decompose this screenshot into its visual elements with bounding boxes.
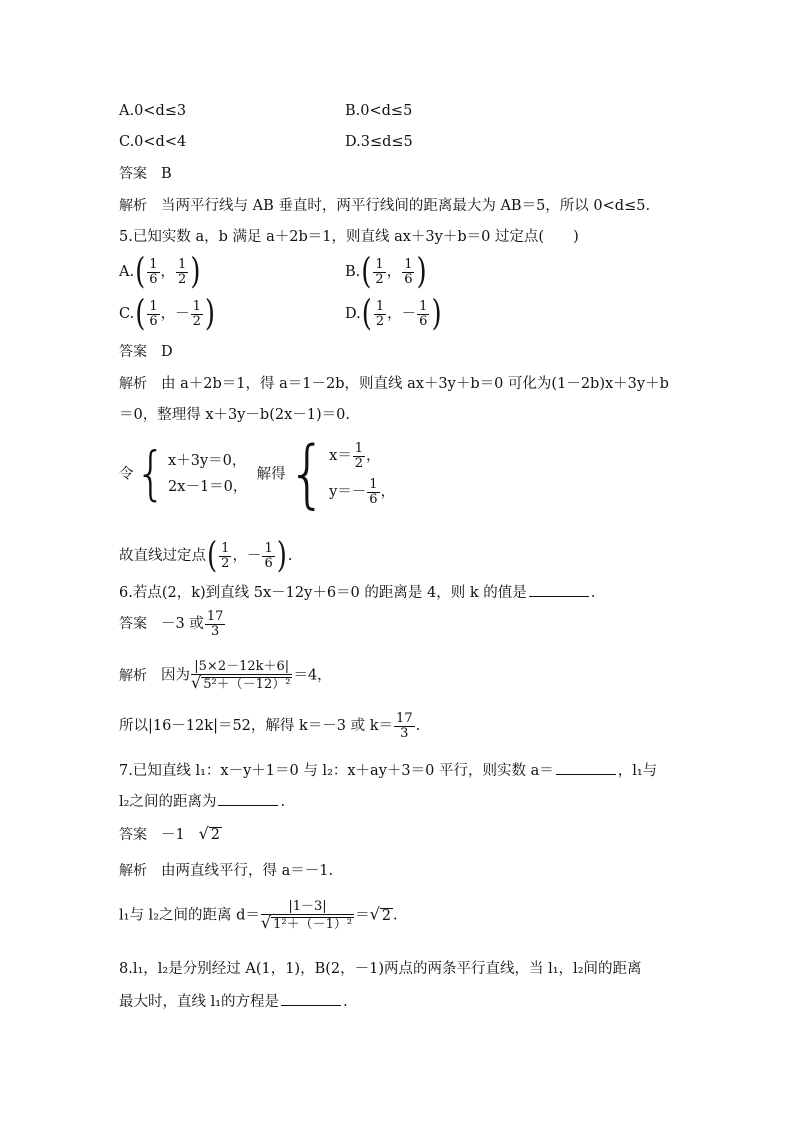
solution-2: y＝－ xyxy=(329,484,367,501)
paren-right-icon: ) xyxy=(204,293,216,335)
fraction: $\frac{1}{2}$ xyxy=(354,441,364,471)
solve-text: 解得 xyxy=(256,466,286,483)
equation-1: x＋3y＝0， xyxy=(168,453,247,470)
q7-stem-line1 xyxy=(119,762,657,779)
answer-label: 答案 xyxy=(119,616,147,633)
analysis-label: 解析 xyxy=(119,198,147,214)
answer-value: －3 或 xyxy=(161,616,204,633)
result-equals: ＝ xyxy=(355,907,370,924)
q4-analysis xyxy=(119,199,650,214)
fraction: $\frac{1}{2}$ xyxy=(192,299,201,329)
answer-value: －1 xyxy=(161,827,185,843)
fraction-denominator: 5²＋（－12）² xyxy=(203,676,291,692)
q5-system xyxy=(119,429,396,518)
answer-value: B xyxy=(161,166,172,182)
equals-text: ＝4， xyxy=(293,667,332,684)
analysis-text: 由两直线平行，得 a＝－1. xyxy=(161,863,334,879)
sqrt-icon: √ xyxy=(198,824,209,843)
sqrt-icon: √ xyxy=(260,912,272,932)
answer-blank[interactable] xyxy=(556,762,616,775)
analysis-label: 解析 xyxy=(119,376,147,392)
distance-fraction xyxy=(191,660,292,691)
q7-distance: l₁与 l₂之间的距离 d＝ $\frac{|1-3|}{\text{√ 1²＋（－1）²}}$ ＝√ 2 . xyxy=(119,899,398,932)
fraction: $\frac{17}{3}$ xyxy=(206,609,224,639)
q5-stem: 5.已知实数 a，b 满足 a＋2b＝1，则直线 ax＋3y＋b＝0 过定点( ) xyxy=(119,229,579,245)
paren-left-icon: ( xyxy=(207,535,218,577)
left-brace-icon: { xyxy=(135,440,167,508)
q6-answer xyxy=(119,610,226,638)
stem-text: 最大时，直线 l₁的方程是 xyxy=(119,994,280,1010)
fraction: $\frac{1}{6}$ xyxy=(419,299,428,329)
conclusion-text: 故直线过定点 xyxy=(119,548,206,565)
solution-1: x＝ xyxy=(329,448,352,465)
solution-system: x＝ $\frac{1}{2}$ ， y＝－ $\frac{1}{6}$ ， xyxy=(329,441,396,507)
fraction-numerator: |1－3| xyxy=(261,900,354,915)
option-prefix: B. xyxy=(345,264,361,281)
q8-stem-line2: 最大时，直线 l₁的方程是 . xyxy=(119,994,348,1010)
analysis-text: 所以|16－12k|＝52，解得 k＝－3 或 k＝ xyxy=(119,718,394,735)
stem-tail: ，l₁与 xyxy=(617,763,658,779)
answer-sqrt: 2 xyxy=(210,827,220,843)
analysis-label: 解析 xyxy=(119,863,147,879)
paren-left-icon: ( xyxy=(361,251,372,293)
fraction-numerator: |5×2－12k＋6| xyxy=(191,660,292,675)
answer-label: 答案 xyxy=(119,827,147,843)
q6-stem: 6.若点(2，k)到直线 5x－12y＋6＝0 的距离是 4，则 k 的值是 . xyxy=(119,585,596,601)
analysis-text: 由 a＋2b＝1，得 a＝1－2b，则直线 ax＋3y＋b＝0 可化为(1－2b)x＋3y＋b xyxy=(161,376,669,392)
left-brace-icon: { xyxy=(287,429,328,518)
fraction: $\frac{1}{6}$ xyxy=(264,541,273,571)
paren-left-icon: ( xyxy=(361,293,372,335)
paren-left-icon: ( xyxy=(135,293,146,335)
option-prefix: C. xyxy=(119,306,135,323)
q4-answer xyxy=(119,167,172,182)
fraction: $\frac{1}{6}$ xyxy=(149,299,158,329)
fraction: $\frac{1}{6}$ xyxy=(404,257,413,287)
q8-stem-line1: 8.l₁，l₂是分别经过 A(1，1)，B(2，－1)两点的两条平行直线，当 l₁，l₂间的距离 xyxy=(119,961,642,977)
equation-system xyxy=(168,448,247,500)
q6-analysis-line2: 所以|16－12k|＝52，解得 k＝－3 或 k＝ $\frac{17}{3}$ . xyxy=(119,711,421,741)
analysis-text: 当两平行线与 AB 垂直时，两平行线间的距离最大为 AB＝5，所以 0<d≤5. xyxy=(161,198,651,214)
fraction-denominator: 1²＋（－1）² xyxy=(273,916,353,932)
because-text: 因为 xyxy=(161,667,190,684)
paren-right-icon: ) xyxy=(276,535,287,577)
q5-option-a: A.( $\frac{1}{6}$ ， $\frac{1}{2}$ ) xyxy=(119,251,201,293)
fraction: $\frac{1}{6}$ xyxy=(149,257,158,287)
q4-option-c: C.0<d<4 xyxy=(119,134,187,150)
q5-analysis-line2: ＝0，整理得 x＋3y－b(2x－1)＝0. xyxy=(119,407,350,423)
q5-option-b: B.( $\frac{1}{2}$ ， $\frac{1}{6}$ ) xyxy=(345,251,427,293)
stem-text: l₂之间的距离为 xyxy=(119,794,217,810)
paren-left-icon: ( xyxy=(135,251,146,293)
q4-option-a: A.0<d≤3 xyxy=(119,103,187,119)
analysis-label: 解析 xyxy=(119,667,147,684)
q5-conclusion: 故直线过定点( $\frac{1}{2}$ ，－ $\frac{1}{6}$ ). xyxy=(119,535,293,577)
answer-blank[interactable] xyxy=(218,793,278,806)
answer-blank[interactable] xyxy=(281,993,341,1006)
sqrt-icon: √ xyxy=(369,904,380,924)
answer-value: D xyxy=(161,344,173,360)
stem-text: 6.若点(2，k)到直线 5x－12y＋6＝0 的距离是 4，则 k 的值是 xyxy=(119,585,527,601)
q7-analysis xyxy=(119,864,333,879)
q4-option-b: B.0<d≤5 xyxy=(345,103,413,119)
paren-right-icon: ) xyxy=(416,251,427,293)
answer-blank[interactable] xyxy=(529,584,589,597)
q4-option-d: D.3≤d≤5 xyxy=(345,134,413,150)
sqrt-icon: √ xyxy=(191,672,202,692)
q5-option-c: C.( $\frac{1}{6}$ ，－ $\frac{1}{2}$ ) xyxy=(119,293,216,335)
answer-label: 答案 xyxy=(119,166,147,182)
option-prefix: A. xyxy=(119,264,135,281)
fraction: $\frac{1}{6}$ xyxy=(369,477,378,507)
q5-analysis-line1 xyxy=(119,377,669,392)
q5-answer xyxy=(119,345,173,360)
stem-text: 7.已知直线 l₁：x－y＋1＝0 与 l₂：x＋ay＋3＝0 平行，则实数 a＝ xyxy=(119,763,554,779)
distance-fraction xyxy=(261,900,354,931)
q6-analysis xyxy=(119,660,332,691)
fraction: $\frac{1}{2}$ xyxy=(375,299,385,329)
fraction: $\frac{1}{2}$ xyxy=(221,541,230,571)
q7-answer xyxy=(119,826,222,843)
let-text: 令 xyxy=(119,466,134,483)
q5-option-d: D.( $\frac{1}{2}$ ，－ $\frac{1}{6}$ ) xyxy=(345,293,442,335)
answer-label: 答案 xyxy=(119,344,147,360)
q7-stem-line2: l₂之间的距离为 . xyxy=(119,794,286,810)
equation-2: 2x－1＝0， xyxy=(168,479,248,496)
option-prefix: D. xyxy=(345,306,361,323)
distance-prefix: l₁与 l₂之间的距离 d＝ xyxy=(119,907,260,924)
fraction: $\frac{1}{2}$ xyxy=(375,257,384,287)
fraction: $\frac{1}{2}$ xyxy=(178,257,187,287)
paren-right-icon: ) xyxy=(431,293,442,335)
fraction: $\frac{17}{3}$ xyxy=(396,711,413,741)
paren-right-icon: ) xyxy=(190,251,201,293)
result-sqrt: 2 xyxy=(381,907,392,924)
